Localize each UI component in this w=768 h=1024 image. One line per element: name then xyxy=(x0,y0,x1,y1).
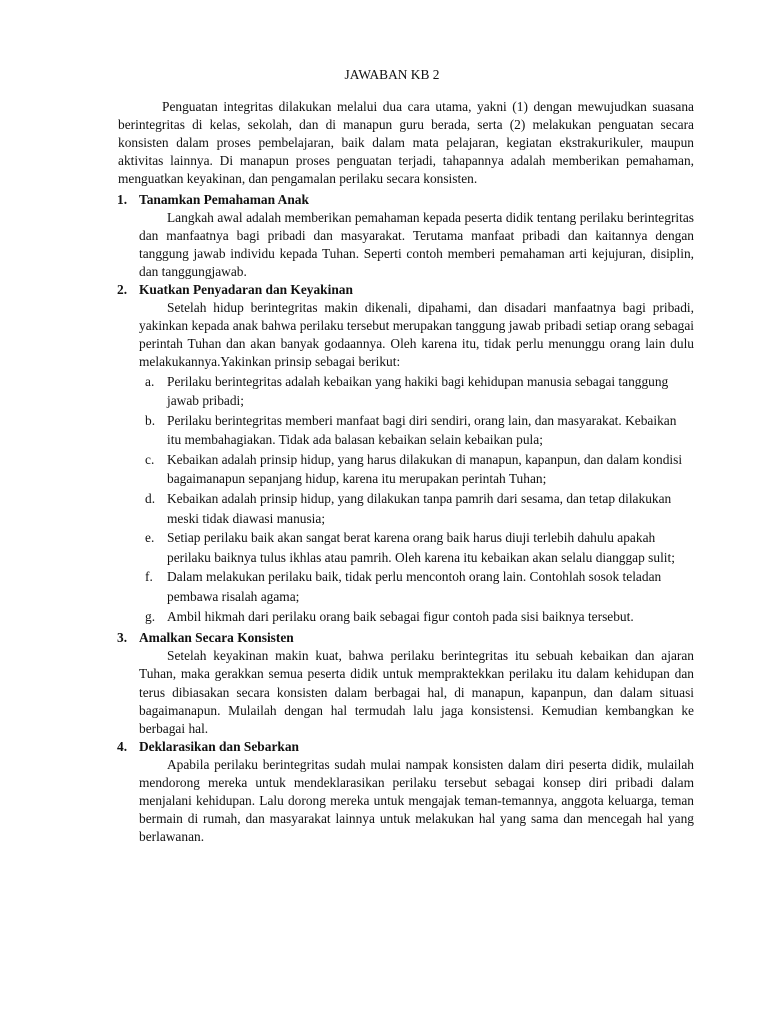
section-1 xyxy=(117,191,694,281)
list-marker: a. xyxy=(145,373,155,389)
list-item xyxy=(145,489,694,528)
section-number: 2. xyxy=(117,282,128,298)
list-item xyxy=(145,567,694,606)
section-title: Amalkan Secara Konsisten xyxy=(139,630,294,646)
list-item-text: Setiap perilaku baik akan sangat berat karena orang baik harus diuji terlebih dahulu apakah perilaku baiknya tulus ikhlas atau pamrih. Oleh karena itu kebaikan akan selalu dianggap sulit; xyxy=(167,530,675,565)
list-marker: c. xyxy=(145,451,155,467)
section-number: 4. xyxy=(117,738,128,754)
section-heading xyxy=(117,191,694,209)
section-number: 3. xyxy=(117,630,128,646)
section-body: Apabila perilaku berintegritas sudah mulai nampak konsisten dalam diri peserta didik, mulailah mendorong mereka untuk mendeklarasikan perilaku tersebut sebagai konsep diri pribadi dalam menjalani kehidupan. Lalu dorong mereka untuk mengajak teman-temannya, anggota keluarga, teman bermain di rumah, dan masyarakat lainnya untuk melakukan hal yang sama dan mencegah hal yang berlawanan. xyxy=(139,756,694,845)
section-number: 1. xyxy=(117,191,128,207)
section-title: Tanamkan Pemahaman Anak xyxy=(139,191,309,207)
list-marker: b. xyxy=(145,412,156,428)
list-item xyxy=(145,372,694,411)
list-item-text: Perilaku berintegritas memberi manfaat bagi diri sendiri, orang lain, dan masyarakat. Kebaikan itu membahagiakan. Tidak ada balasan kebaikan selain kebaikan pula; xyxy=(167,412,677,448)
list-marker: f. xyxy=(145,569,153,585)
section-body: Langkah awal adalah memberikan pemahaman kepada peserta didik tentang perilaku berintegritas dan manfaatnya bagi pribadi dan masyarakat. Terutama manfaat pribadi dan kaitannya dengan tanggung jawab individu kepada Tuhan. Seperti contoh memberi pemahaman arti kejujuran, disiplin, dan tanggungjawab. xyxy=(139,209,694,279)
list-marker: d. xyxy=(145,491,156,507)
section-3 xyxy=(117,629,694,738)
section-heading xyxy=(117,281,694,299)
list-marker: g. xyxy=(145,608,156,624)
list-item xyxy=(145,450,694,489)
list-item xyxy=(145,607,694,627)
page-title: JAWABAN KB 2 xyxy=(344,67,440,82)
list-item-text: Dalam melakukan perilaku baik, tidak perlu mencontoh orang lain. Contohlah sosok teladan pembawa risalah agama; xyxy=(167,569,662,605)
list-item xyxy=(145,411,694,450)
intro-paragraph: Penguatan integritas dilakukan melalui dua cara utama, yakni (1) dengan mewujudkan suasana berintegritas di kelas, sekolah, dan di manapun guru berada, serta (2) melakukan penguatan secara konsisten dalam proses pembelajaran, baik dalam mata pelajaran, kegiatan ekstrakurikuler, maupun aktivitas lainnya. Di manapun proses penguatan terjadi, tahapannya adalah memberikan pemahaman, menguatkan keyakinan, dan pengamalan perilaku secara konsisten. xyxy=(118,99,694,187)
list-item-text: Kebaikan adalah prinsip hidup, yang dilakukan tanpa pamrih dari sesama, dan tetap dilakukan meski tidak diawasi manusia; xyxy=(167,491,672,526)
section-body: Setelah keyakinan makin kuat, bahwa perilaku berintegritas itu sebuah kebaikan dan ajaran Tuhan, maka gerakkan semua peserta didik untuk mempraktekkan perilaku itu dalam kehidupan dan terus dibiasakan secara konsisten dalam berbagai hal, di manapun, kapanpun, dan dalam situasi bagaimanapun. Mulailah dengan hal termudah lalu jaga konsistensi. Kemudian kembangkan ke berbagai hal. xyxy=(139,648,694,736)
section-4 xyxy=(117,738,694,847)
section-2 xyxy=(117,281,694,626)
list-marker: e. xyxy=(145,530,155,546)
section-title: Deklarasikan dan Sebarkan xyxy=(139,738,299,754)
section-heading xyxy=(117,629,694,647)
principle-list xyxy=(120,372,694,627)
list-item-text: Kebaikan adalah prinsip hidup, yang harus dilakukan di manapun, kapanpun, dan dalam kondisi bagaimanapun sepanjang hidup, karena itu merupakan perintah Tuhan; xyxy=(167,451,683,487)
section-body: Setelah hidup berintegritas makin dikenali, dipahami, dan disadari manfaatnya bagi pribadi, yakinkan kepada anak bahwa perilaku tersebut merupakan tanggung jawab pribadi setiap orang sebagai perintah Tuhan dan akan banyak godaannya. Oleh karena itu, tidak perlu menunggu orang lain dulu melakukannya.Yakinkan prinsip sebagai berikut: xyxy=(139,300,694,370)
list-item-text: Ambil hikmah dari perilaku orang baik sebagai figur contoh pada sisi baiknya tersebut. xyxy=(167,608,634,624)
list-item xyxy=(145,528,694,567)
list-item-text: Perilaku berintegritas adalah kebaikan yang hakiki bagi kehidupan manusia sebagai tanggung jawab pribadi; xyxy=(167,373,669,409)
section-title: Kuatkan Penyadaran dan Keyakinan xyxy=(139,282,353,298)
section-heading xyxy=(117,738,694,756)
